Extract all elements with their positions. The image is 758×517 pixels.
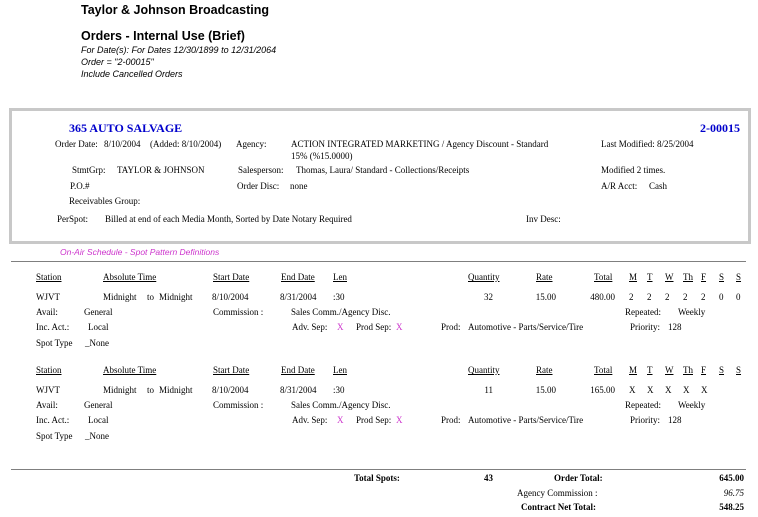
adv-sep: X	[337, 415, 344, 425]
col-day-header: M	[629, 272, 638, 282]
contract-net: 548.25	[719, 502, 744, 512]
prod-label: Prod:	[441, 415, 461, 425]
salesperson-label: Salesperson:	[238, 165, 284, 175]
prod: Automotive - Parts/Service/Tire	[468, 415, 584, 425]
rate: 15.00	[535, 385, 556, 395]
day-value: 2	[683, 292, 688, 302]
last-modified: Last Modified: 8/25/2004	[601, 139, 694, 149]
col-absolute-time-header: Absolute Time	[103, 272, 157, 282]
repeated-label: Repeated:	[625, 307, 661, 317]
prod-sep: X	[396, 415, 403, 425]
perspot: Billed at end of each Media Month, Sorted by Date Notary Required	[105, 214, 352, 224]
stmt-grp: TAYLOR & JOHNSON	[117, 165, 205, 175]
spot-type-label: Spot Type	[36, 431, 73, 441]
col-day-header: S	[719, 365, 725, 375]
ar-acct: Cash	[649, 181, 667, 191]
time-to: Midnight	[159, 385, 193, 395]
total-spots-label: Total Spots:	[354, 473, 400, 483]
po-label: P.O.#	[70, 181, 90, 191]
day-value: 2	[665, 292, 670, 302]
col-rate-header: Rate	[536, 365, 553, 375]
order-date: 8/10/2004	[104, 139, 141, 149]
total-spots: 43	[484, 473, 493, 483]
col-quantity-header: Quantity	[468, 272, 500, 282]
avail: General	[84, 400, 113, 410]
col-total-header: Total	[594, 365, 613, 375]
time-to-label: to	[147, 385, 155, 395]
spot-type: _None	[85, 338, 109, 348]
start-date: 8/10/2004	[212, 292, 249, 302]
ar-acct-label: A/R Acct:	[601, 181, 638, 191]
col-station-header: Station	[36, 365, 62, 375]
day-value: 2	[701, 292, 706, 302]
day-value: X	[647, 385, 654, 395]
order-number: 2-00015	[700, 121, 740, 135]
commission-label: Commission :	[213, 307, 264, 317]
col-rate-header: Rate	[536, 272, 553, 282]
start-date: 8/10/2004	[212, 385, 249, 395]
added-date: (Added: 8/10/2004)	[150, 139, 222, 149]
order-date-label: Order Date:	[55, 139, 98, 149]
order-total-label: Order Total:	[554, 473, 603, 483]
adv-sep-label: Adv. Sep:	[292, 415, 328, 425]
col-day-header: S	[736, 272, 742, 282]
day-value: X	[701, 385, 708, 395]
end-date: 8/31/2004	[280, 292, 317, 302]
prod-label: Prod:	[441, 322, 461, 332]
priority: 128	[668, 322, 682, 332]
col-day-header: S	[719, 272, 725, 282]
time-to-label: to	[147, 292, 155, 302]
col-absolute-time-header: Absolute Time	[103, 365, 157, 375]
adv-sep-label: Adv. Sep:	[292, 322, 328, 332]
col-station-header: Station	[36, 272, 62, 282]
inc-act: Local	[88, 322, 109, 332]
col-day-header: S	[736, 365, 742, 375]
agency-label: Agency:	[236, 139, 267, 149]
time-from: Midnight	[103, 292, 137, 302]
day-value: X	[683, 385, 690, 395]
adv-sep: X	[337, 322, 344, 332]
col-day-header: Th	[683, 272, 693, 282]
repeated: Weekly	[678, 307, 706, 317]
col-len-header: Len	[333, 272, 347, 282]
day-value: 2	[629, 292, 634, 302]
commission: Sales Comm./Agency Disc.	[291, 400, 391, 410]
order-disc-label: Order Disc:	[237, 181, 280, 191]
col-day-header: F	[701, 272, 707, 282]
col-day-header: T	[647, 272, 653, 282]
inc-act-label: Inc. Act.:	[36, 322, 70, 332]
section-divider	[11, 261, 746, 262]
end-date: 8/31/2004	[280, 385, 317, 395]
day-value: X	[665, 385, 672, 395]
avail: General	[84, 307, 113, 317]
total: 165.00	[590, 385, 615, 395]
quantity: 11	[484, 385, 493, 395]
avail-label: Avail:	[36, 307, 58, 317]
filter-dates: For Date(s): For Dates 12/30/1899 to 12/31/2064	[81, 45, 277, 55]
modified-times: Modified 2 times.	[601, 165, 666, 175]
filter-cancelled: Include Cancelled Orders	[81, 69, 183, 79]
inc-act-label: Inc. Act.:	[36, 415, 70, 425]
col-day-header: Th	[683, 365, 693, 375]
quantity: 32	[484, 292, 493, 302]
station: WJVT	[36, 385, 60, 395]
col-start-date-header: Start Date	[213, 272, 250, 282]
report-title: Orders - Internal Use (Brief)	[81, 29, 245, 43]
priority-label: Priority:	[630, 322, 661, 332]
agency-name: ACTION INTEGRATED MARKETING / Agency Discount - Standard	[291, 139, 549, 149]
spot-type: _None	[85, 431, 109, 441]
totals-divider	[11, 469, 746, 470]
salesperson: Thomas, Laura/ Standard - Collections/Receipts	[296, 165, 470, 175]
company-name: Taylor & Johnson Broadcasting	[81, 3, 269, 17]
avail-label: Avail:	[36, 400, 58, 410]
day-value: X	[629, 385, 636, 395]
stmt-grp-label: StmtGrp:	[72, 165, 106, 175]
receivables-label: Receivables Group:	[69, 196, 141, 206]
commission-label: Commission :	[213, 400, 264, 410]
agency-commission: 96.75	[723, 488, 744, 498]
len: :30	[333, 385, 345, 395]
col-start-date-header: Start Date	[213, 365, 250, 375]
inv-desc-label: Inv Desc:	[526, 214, 561, 224]
prod-sep: X	[396, 322, 403, 332]
day-value: 0	[736, 292, 741, 302]
total: 480.00	[590, 292, 615, 302]
col-end-date-header: End Date	[281, 365, 315, 375]
col-day-header: T	[647, 365, 653, 375]
prod-sep-label: Prod Sep:	[356, 322, 392, 332]
col-len-header: Len	[333, 365, 347, 375]
len: :30	[333, 292, 345, 302]
perspot-label: PerSpot:	[57, 214, 89, 224]
agency-discount: 15% (%15.0000)	[291, 151, 353, 161]
rate: 15.00	[535, 292, 556, 302]
contract-net-label: Contract Net Total:	[521, 502, 596, 512]
priority: 128	[668, 415, 682, 425]
prod-sep-label: Prod Sep:	[356, 415, 392, 425]
station: WJVT	[36, 292, 60, 302]
agency-commission-label: Agency Commission :	[517, 488, 598, 498]
time-to: Midnight	[159, 292, 193, 302]
commission: Sales Comm./Agency Disc.	[291, 307, 391, 317]
order-disc: none	[290, 181, 308, 191]
col-total-header: Total	[594, 272, 613, 282]
col-day-header: W	[665, 365, 674, 375]
col-day-header: F	[701, 365, 707, 375]
repeated: Weekly	[678, 400, 706, 410]
day-value: 0	[719, 292, 724, 302]
col-end-date-header: End Date	[281, 272, 315, 282]
order-total: 645.00	[719, 473, 744, 483]
filter-order: Order = "2-00015"	[81, 57, 154, 67]
repeated-label: Repeated:	[625, 400, 661, 410]
col-day-header: M	[629, 365, 638, 375]
time-from: Midnight	[103, 385, 137, 395]
prod: Automotive - Parts/Service/Tire	[468, 322, 584, 332]
priority-label: Priority:	[630, 415, 661, 425]
inc-act: Local	[88, 415, 109, 425]
section-title: On-Air Schedule - Spot Pattern Definitions	[60, 247, 220, 257]
col-quantity-header: Quantity	[468, 365, 500, 375]
col-day-header: W	[665, 272, 674, 282]
spot-type-label: Spot Type	[36, 338, 73, 348]
advertiser-name: 365 AUTO SALVAGE	[69, 121, 183, 135]
day-value: 2	[647, 292, 652, 302]
